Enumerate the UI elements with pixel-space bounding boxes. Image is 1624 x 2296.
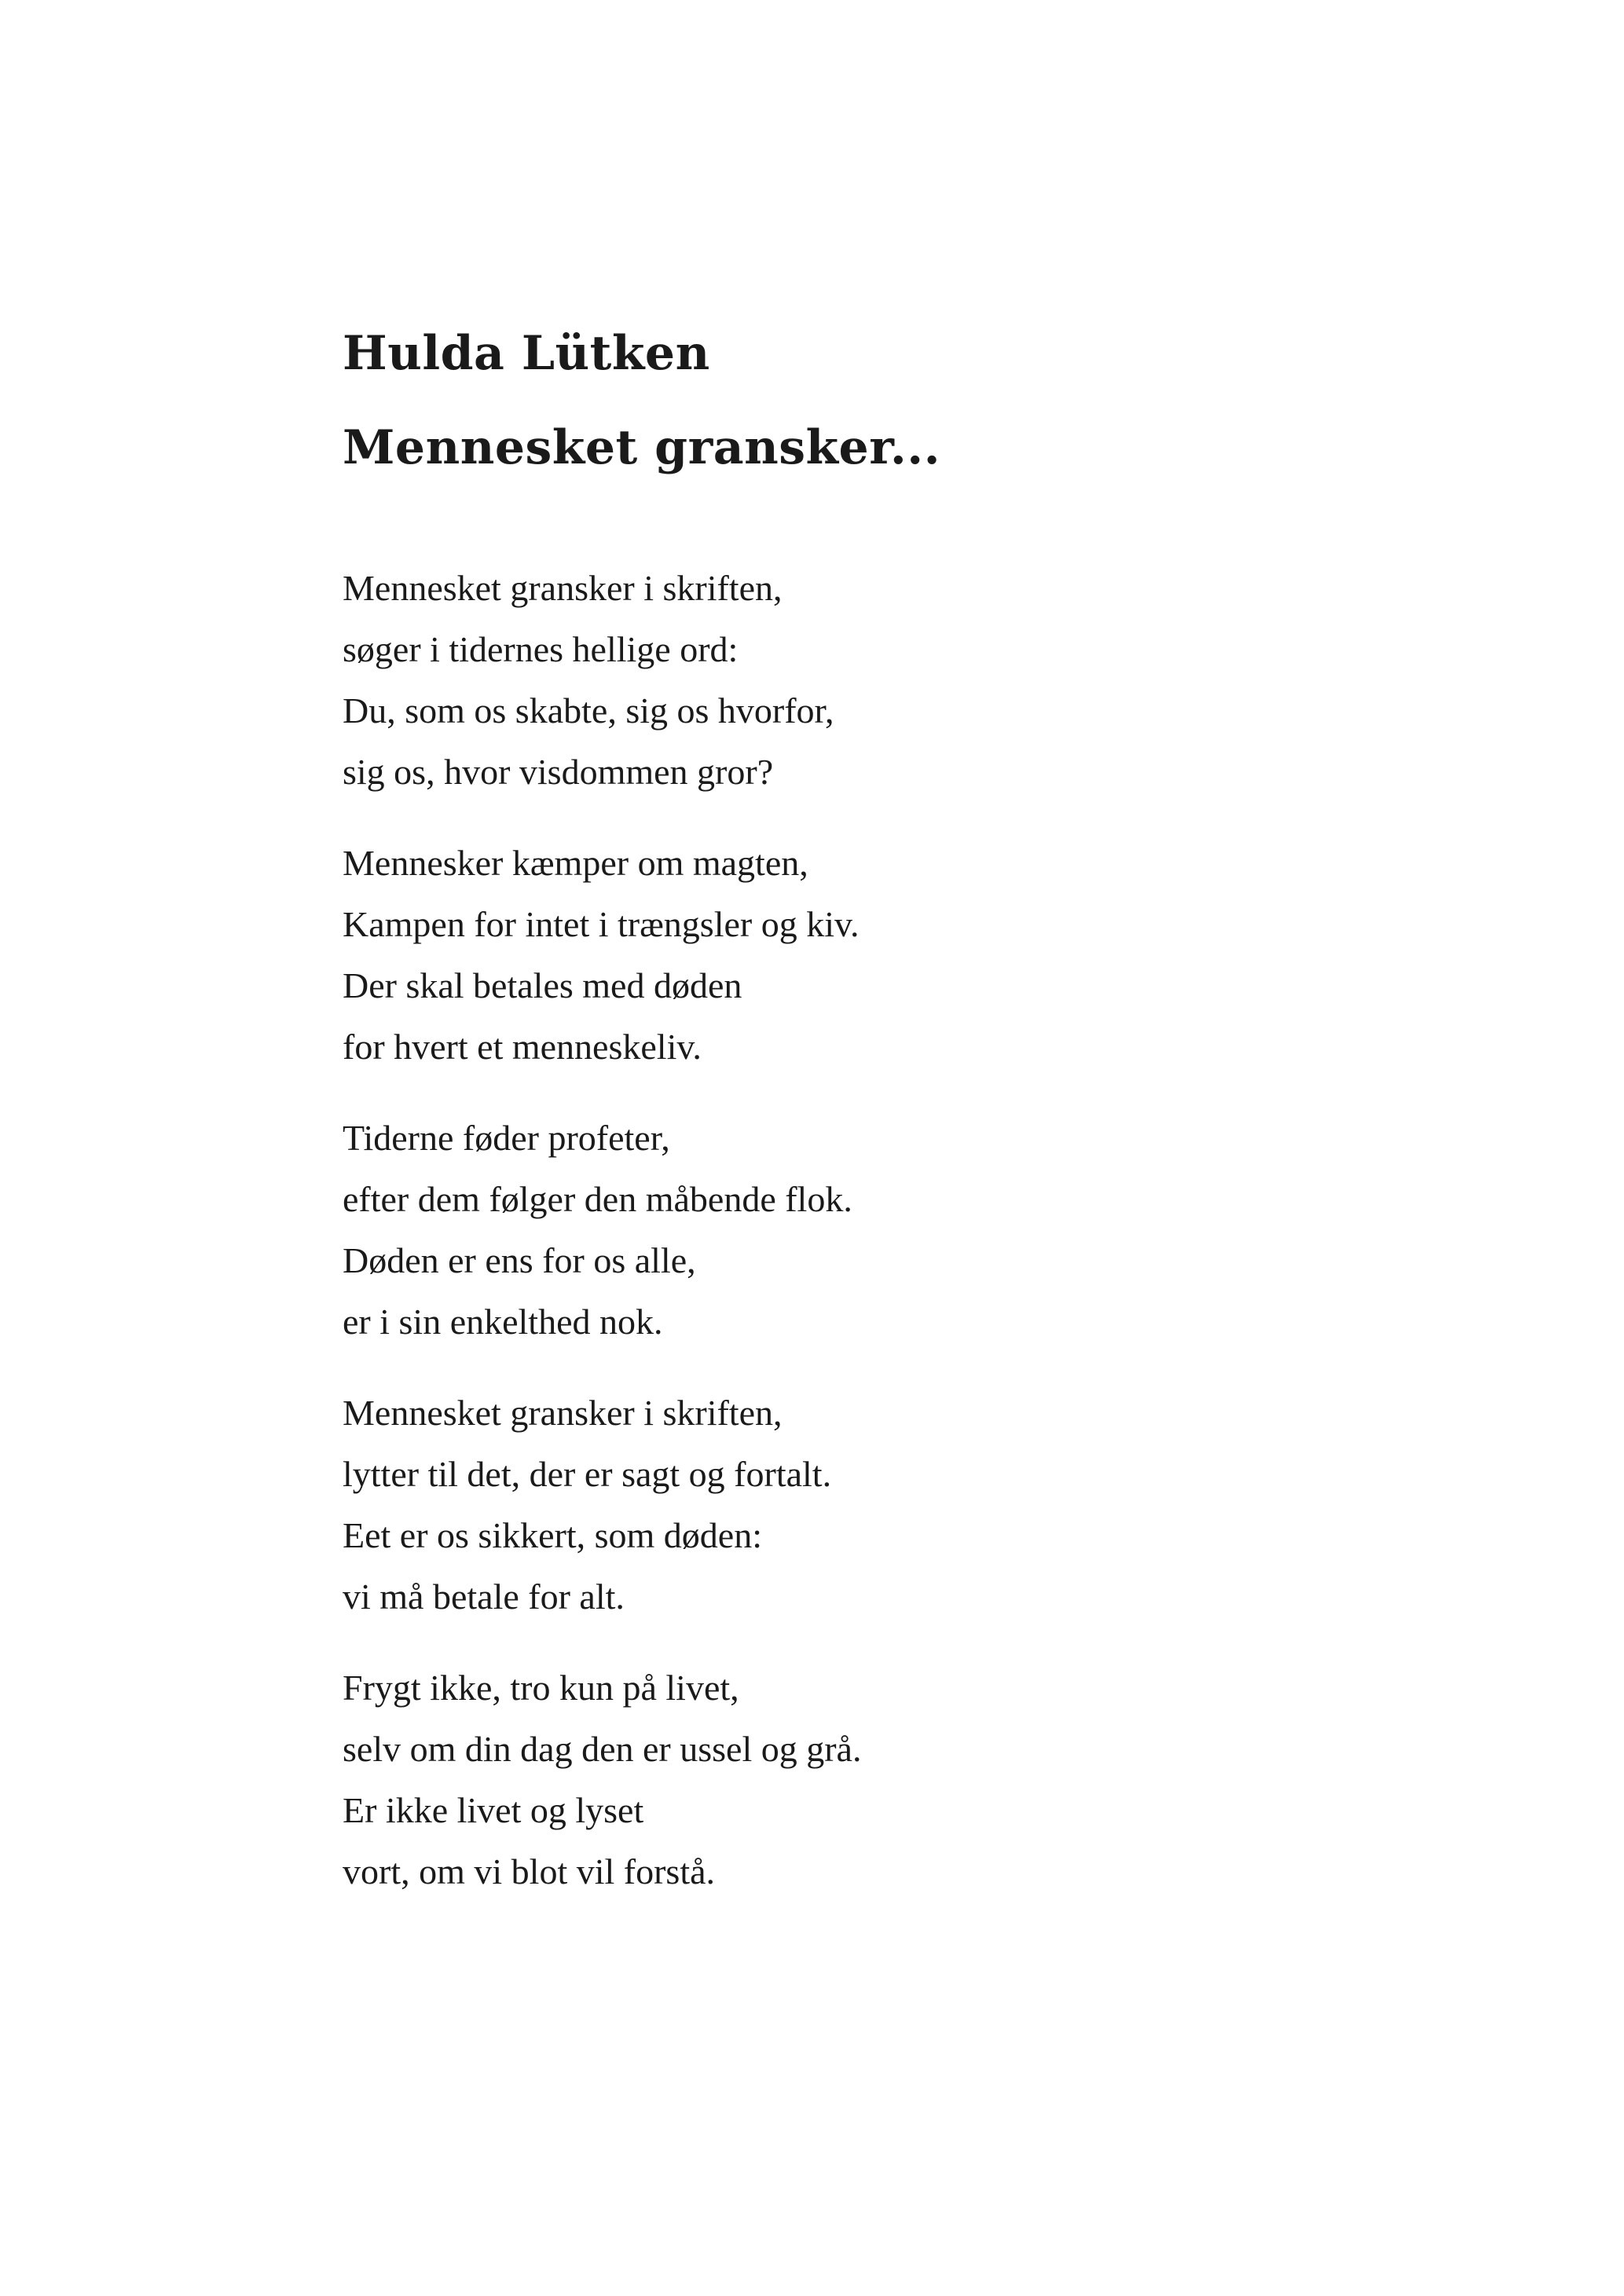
- poem-body: [343, 558, 1364, 1902]
- poem-line: er i sin enkelthed nok.: [343, 1302, 663, 1342]
- poem-line: Frygt ikke, tro kun på livet,: [343, 1668, 739, 1708]
- poem-line: sig os, hvor visdommen gror?: [343, 752, 774, 792]
- poem-line: Tiderne føder profeter,: [343, 1118, 670, 1158]
- stanza-4: [343, 1382, 1364, 1628]
- poem-line: Mennesket gransker i skriften,: [343, 568, 783, 608]
- poem-line: Du, som os skabte, sig os hvorfor,: [343, 690, 834, 731]
- poem-line: Eet er os sikkert, som døden:: [343, 1515, 763, 1555]
- stanza-2: [343, 833, 1364, 1078]
- poem-line: Er ikke livet og lyset: [343, 1790, 644, 1830]
- poem-line: Mennesket gransker i skriften,: [343, 1393, 783, 1433]
- poem-line: Mennesker kæmper om magten,: [343, 843, 808, 883]
- stanza-5: [343, 1657, 1364, 1902]
- poem-line: vi må betale for alt.: [343, 1576, 625, 1617]
- poem-line: vort, om vi blot vil forstå.: [343, 1851, 716, 1891]
- stanza-1: [343, 558, 1364, 803]
- poem-line: Døden er ens for os alle,: [343, 1240, 696, 1280]
- poem-line: søger i tidernes hellige ord:: [343, 629, 739, 669]
- stanza-3: [343, 1108, 1364, 1353]
- poem-line: selv om din dag den er ussel og grå.: [343, 1729, 862, 1769]
- page-content: [343, 322, 1364, 1932]
- poem-line: Kampen for intet i trængsler og kiv.: [343, 904, 860, 944]
- poem-line: for hvert et menneskeliv.: [343, 1027, 702, 1067]
- poem-line: lytter til det, der er sagt og fortalt.: [343, 1454, 832, 1494]
- poem-title: Mennesket gransker...: [343, 420, 940, 475]
- poem-line: efter dem følger den måbende flok.: [343, 1179, 852, 1219]
- poem-line: Der skal betales med døden: [343, 965, 742, 1005]
- author-heading: Hulda Lütken: [343, 326, 710, 381]
